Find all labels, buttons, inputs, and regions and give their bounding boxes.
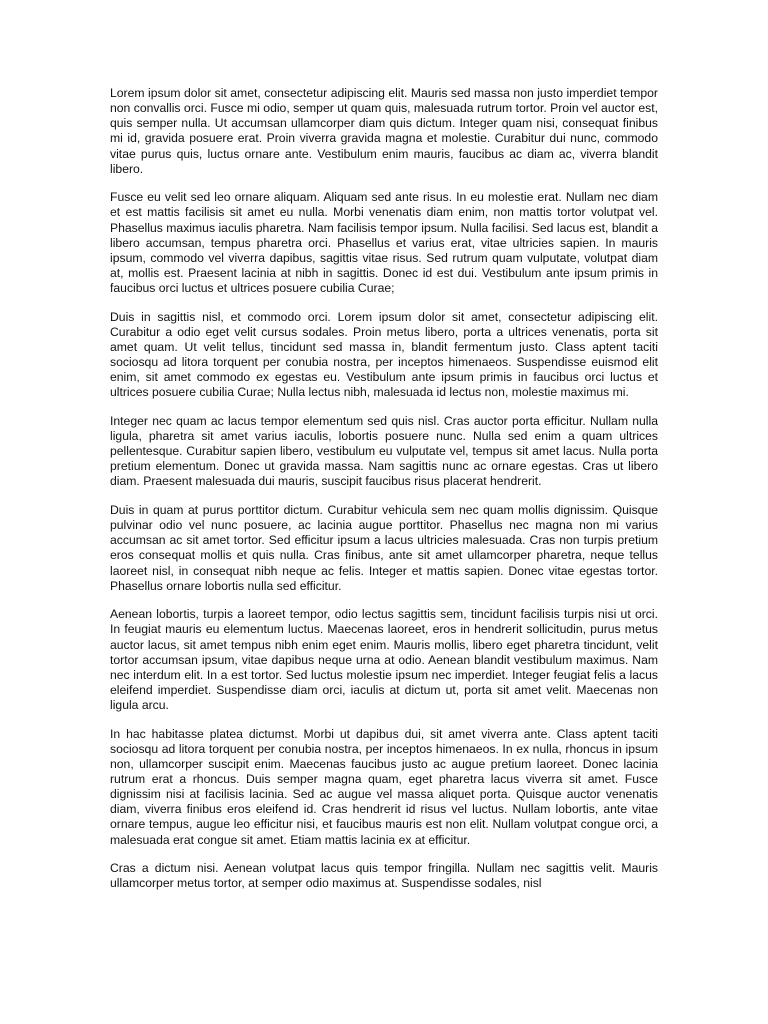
paragraph-4: Integer nec quam ac lacus tempor elementum sed quis nisl. Cras auctor porta efficitur. Nullam nulla ligula, pharetra sit amet varius iaculis, lobortis posuere nunc. Nulla sed enim a quam ultrices pellentesque. Curabitur sapien libero, vestibulum eu vulputate vel, tempus sit amet lacus. Nulla porta pretium elementum. Donec ut gravida massa. Nam sagittis nunc ac ornare egestas. Cras ut libero diam. Praesent malesuada dui mauris, suscipit faucibus risus placerat hendrerit.	[110, 413, 658, 489]
document-page	[110, 86, 658, 933]
paragraph-8: Cras a dictum nisi. Aenean volutpat lacus quis tempor fringilla. Nullam nec sagittis velit. Mauris ullamcorper metus tortor, at semper odio maximus at. Suspendisse sodales, nisl	[110, 861, 658, 891]
paragraph-2: Fusce eu velit sed leo ornare aliquam. Aliquam sed ante risus. In eu molestie erat. Nullam nec diam et est mattis facilisis sit amet eu nulla. Morbi venenatis diam enim, non mattis tortor volutpat vel. Phasellus maximus iaculis pharetra. Nam facilisis tempor ipsum. Nulla facilisi. Sed lacus est, blandit a libero accumsan, tempus pharetra orci. Phasellus et varius erat, vitae ultricies sapien. In mauris ipsum, commodo vel viverra dapibus, sagittis vitae risus. Sed rutrum quam vulputate, volutpat diam at, mollis est. Praesent lacinia at nibh in sagittis. Donec id est dui. Vestibulum ante ipsum primis in faucibus orci luctus et ultrices posuere cubilia Curae;	[110, 190, 658, 295]
paragraph-7: In hac habitasse platea dictumst. Morbi ut dapibus dui, sit amet viverra ante. Class aptent taciti sociosqu ad litora torquent per conubia nostra, per inceptos himenaeos. In ex nulla, rhoncus in ipsum non, ullamcorper suscipit enim. Maecenas faucibus justo ac augue pretium laoreet. Donec lacinia rutrum erat a rhoncus. Duis semper magna quam, eget pharetra lacus viverra sit amet. Fusce dignissim nisi at facilisis lacinia. Sed ac augue vel massa aliquet porta. Quisque auctor venenatis diam, viverra finibus eros eleifend id. Cras hendrerit id risus vel luctus. Nullam lobortis, ante vitae ornare tempus, augue leo efficitur nisi, et faucibus mauris est non elit. Nullam volutpat congue orci, a malesuada erat congue sit amet. Etiam mattis lacinia ex at efficitur.	[110, 726, 658, 847]
paragraph-5: Duis in quam at purus porttitor dictum. Curabitur vehicula sem nec quam mollis dignissim. Quisque pulvinar odio vel nunc posuere, ac lacinia augue porttitor. Phasellus nec magna non mi varius accumsan ac sit amet tortor. Sed efficitur ipsum a lacus ultricies malesuada. Cras non turpis pretium eros consequat mollis et quis nulla. Cras finibus, ante sit amet ullamcorper pharetra, neque tellus laoreet nisl, in consequat nibh neque ac felis. Integer et mattis sapien. Donec vitae egestas tortor. Phasellus ornare lobortis nulla sed efficitur.	[110, 503, 658, 593]
paragraph-6: Aenean lobortis, turpis a laoreet tempor, odio lectus sagittis sem, tincidunt facilisis turpis nisi ut orci. In feugiat mauris eu elementum luctus. Maecenas laoreet, eros in hendrerit sollicitudin, purus metus auctor lacus, sit amet tempus nibh enim eget enim. Mauris mollis, libero eget pharetra tincidunt, velit tortor accumsan ipsum, vitae dapibus neque urna at odio. Aenean blandit vestibulum maximus. Nam nec interdum elit. In a est tortor. Sed luctus molestie ipsum nec imperdiet. Integer feugiat felis a lacus eleifend imperdiet. Suspendisse diam orci, iaculis at dictum ut, porta sit amet velit. Maecenas non ligula arcu.	[110, 607, 658, 712]
paragraph-1: Lorem ipsum dolor sit amet, consectetur adipiscing elit. Mauris sed massa non justo imperdiet tempor non convallis orci. Fusce mi odio, semper ut quam quis, malesuada rutrum tortor. Proin vel auctor est, quis semper nulla. Ut accumsan ullamcorper diam quis dictum. Integer quam nisi, consequat finibus mi id, gravida posuere erat. Proin viverra gravida magna et molestie. Curabitur dui nunc, commodo vitae purus quis, luctus ornare ante. Vestibulum enim mauris, faucibus ac diam ac, viverra blandit libero.	[110, 86, 658, 176]
paragraph-3: Duis in sagittis nisl, et commodo orci. Lorem ipsum dolor sit amet, consectetur adipiscing elit. Curabitur a odio eget velit cursus sodales. Proin metus libero, porta a ultrices venenatis, porta sit amet quam. Ut velit tellus, tincidunt sed massa in, blandit fermentum justo. Class aptent taciti sociosqu ad litora torquent per conubia nostra, per inceptos himenaeos. Suspendisse euismod elit enim, sit amet commodo ex egestas eu. Vestibulum ante ipsum primis in faucibus orci luctus et ultrices posuere cubilia Curae; Nulla lectus nibh, malesuada id lectus non, molestie maximus mi.	[110, 309, 658, 400]
